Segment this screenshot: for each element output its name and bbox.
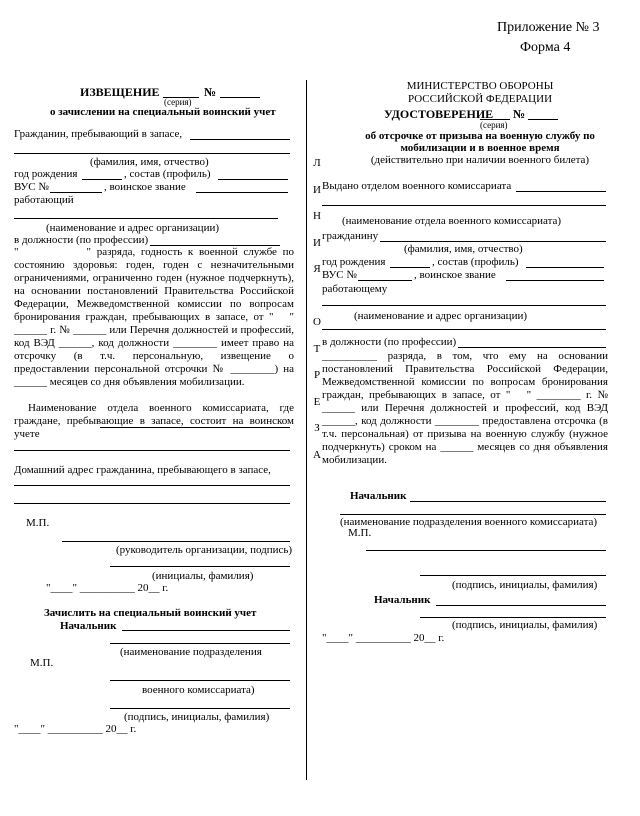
position-label-2: в должности (по профессии) (322, 336, 457, 348)
certificate-number-label: № (513, 107, 526, 121)
notice-title: ИЗВЕЩЕНИЕ (80, 85, 160, 99)
certificate-subtitle-2: мобилизации и в военное время (400, 142, 560, 154)
commissariat-caption: Наименование отдела военного комиссариата, где граждане, пребывающие в запасе, состоит на воинском учете (14, 402, 294, 440)
signature-caption: (подпись, инициалы, фамилия) (124, 711, 270, 723)
signature-caption-2: (подпись, инициалы, фамилия) (452, 579, 598, 591)
org-caption-2: (наименование и адрес организации) (354, 310, 528, 322)
composition-label-2: , состав (профиль) (432, 256, 519, 268)
cut-line-letter: А (313, 448, 321, 461)
citizen-label-2: гражданину (322, 230, 379, 242)
fio-caption-2: (фамилия, имя, отчество) (404, 243, 523, 255)
cut-line-letter: Я (313, 263, 321, 275)
appendix-label: Приложение № 3 (497, 20, 600, 35)
cut-line (306, 80, 307, 780)
chief-label-2: Начальник (350, 490, 407, 502)
certificate-date: "____" __________ 20__ г. (322, 632, 445, 644)
cut-line-letter: О (313, 316, 321, 328)
signature-caption-3: (подпись, инициалы, фамилия) (452, 619, 598, 631)
birth-year-label-2: год рождения (322, 256, 386, 268)
stamp-label-3: М.П. (348, 527, 372, 539)
dept-caption: (наименование отдела военного комиссариата) (342, 215, 562, 227)
work-label-2: работающему (322, 283, 388, 295)
address-label: Домашний адрес гражданина, пребывающего в запасе, (14, 464, 271, 476)
cut-line-letter: Р (313, 369, 321, 381)
ministry-line-2: РОССИЙСКОЙ ФЕДЕРАЦИИ (407, 93, 553, 105)
composition-label: , состав (профиль) (124, 168, 211, 180)
ministry-line-1: МИНИСТЕРСТВО ОБОРОНЫ (406, 80, 554, 92)
cut-line-letter: Т (313, 342, 321, 355)
commissariat-caption-2: военного комиссариата) (142, 684, 255, 696)
cut-line-letter: З (314, 422, 320, 434)
certificate-body: __________ разряда, в том, что ему на основании постановлений Правительства Российской Федерации, Межведомственной комиссии по вопросам бронирования граждан, пребывающих в запасе, от " " ________ г. № ______ или Перечня должностей и профессий, код ВЭД ______, код должности ________ предоставлена отсрочка (в т.ч. персональная) от призыва на военную службу (нужное подчеркнуть) сроком на ______ месяцев со дня объявления мобилизации. (322, 350, 608, 466)
cut-line-letter: Е (313, 395, 321, 408)
fio-caption: (фамилия, имя, отчество) (90, 156, 209, 168)
initials-caption: (инициалы, фамилия) (152, 570, 254, 582)
notice-series-caption: (серия) (164, 97, 192, 107)
birth-year-label: год рождения (14, 168, 78, 180)
rank-label-2: , воинское звание (414, 269, 496, 281)
notice-date-2: "____" __________ 20__ г. (14, 723, 137, 735)
vus-label: ВУС № (14, 181, 49, 193)
subdivision-caption: (наименование подразделения (120, 646, 262, 658)
issued-by-label: Выдано отделом военного комиссариата (322, 180, 512, 192)
form-label: Форма 4 (520, 40, 571, 55)
certificate-subtitle-1: об отсрочке от призыва на военную службу по (365, 130, 595, 142)
citizen-label: Гражданин, пребывающий в запасе, (14, 128, 183, 140)
cut-line-letter: Н (313, 210, 321, 222)
stamp-label: М.П. (26, 517, 50, 529)
stamp-label-2: М.П. (30, 657, 54, 669)
notice-subtitle: о зачислении на специальный воинский учет (50, 106, 276, 118)
chief-label: Начальник (60, 620, 117, 632)
vus-label-2: ВУС № (322, 269, 357, 281)
subdivision-caption-2: (наименование подразделения военного комиссариата) (340, 516, 598, 528)
certificate-series-caption: (серия) (480, 120, 508, 130)
enroll-label: Зачислить на специальный воинский учет (44, 607, 257, 619)
cut-line-letter: И (313, 183, 321, 196)
org-caption: (наименование и адрес организации) (46, 222, 220, 234)
certificate-note: (действительно при наличии военного билета) (370, 154, 590, 166)
notice-body: " " разряда, годность к военной службе по состоянию здоровья: годен, годен с незначительными ограничениями, ограниченно годен (нужное подчеркнуть), на основании постановлений Правительства Российской Федерации, Межведомственной комиссии по вопросам бронирования граждан, пребывающих в запасе, от " " ______ г. № ______ или Перечня должностей и профессий, код ВЭД ______, код должности ________ имеет право на отсрочку (в т.ч. персональную, извещение о предоставлении персональной отсрочки № ________) на ______ месяцев со дня объявления мобилизации. (14, 246, 294, 388)
rank-label: , воинское звание (104, 181, 186, 193)
certificate-title: УДОСТОВЕРЕНИЕ (384, 107, 494, 121)
position-label: в должности (по профессии) (14, 234, 149, 246)
cut-line-letter: Л (313, 157, 321, 169)
org-head-caption: (руководитель организации, подпись) (116, 544, 293, 556)
notice-date: "____" __________ 20__ г. (46, 582, 169, 594)
notice-number-label: № (204, 85, 217, 99)
work-label: работающий (14, 194, 74, 206)
cut-line-letter: И (313, 236, 321, 249)
chief-label-3: Начальник (374, 594, 431, 606)
